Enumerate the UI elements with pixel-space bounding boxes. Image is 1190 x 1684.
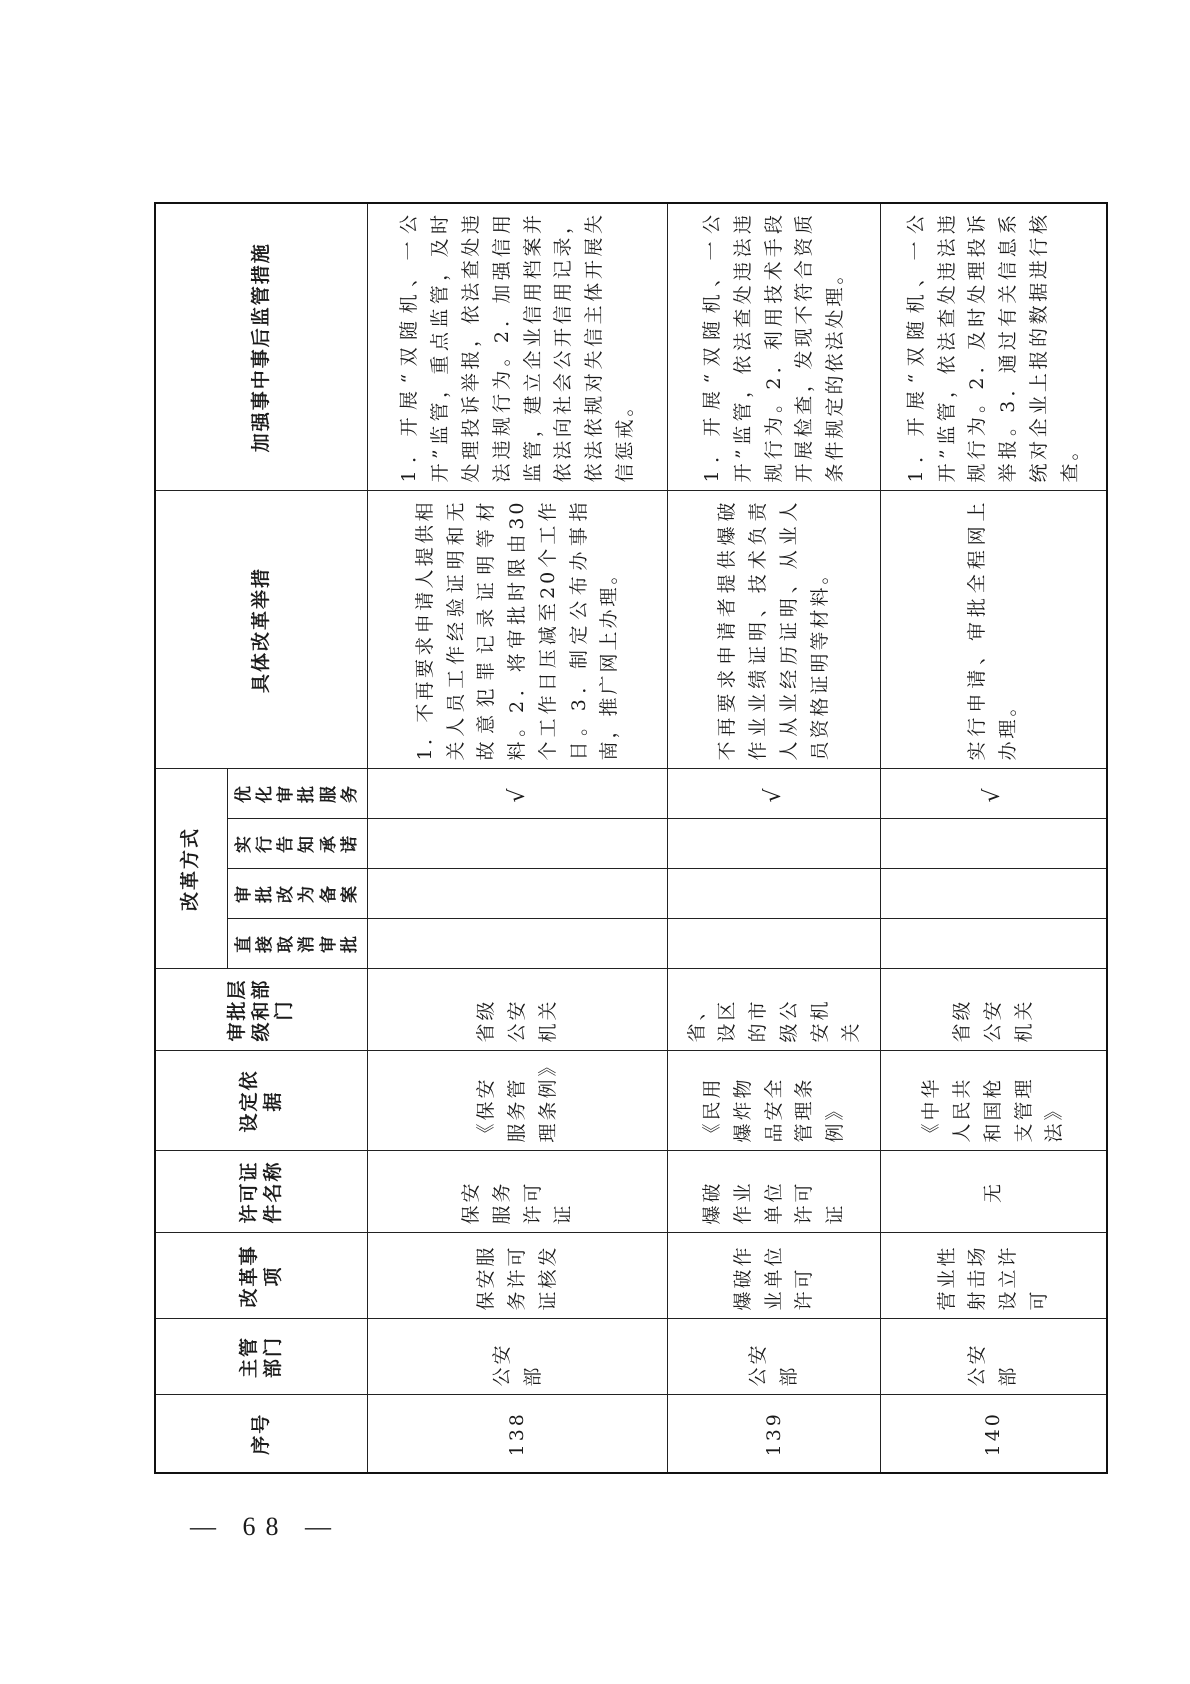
table-row xyxy=(668,203,881,1473)
header-level: 审批层级和部门 xyxy=(155,969,368,1051)
cell-supervision: 1．开展“双随机、一公开”监管，重点监管，及时处理投诉举报，依法查处违法违规行为。2．加强信用监管，建立企业信用档案并依法向社会公开信用记录，依法依规对失信主体开展失信惩戒。 xyxy=(368,203,668,491)
page-number: — 68 — xyxy=(190,1512,341,1541)
cell-basis: 《中华人民共和国枪支管理法》 xyxy=(881,1051,1107,1151)
cell-level: 省、设区的市级公安机关 xyxy=(668,969,881,1051)
cell-seq: 139 xyxy=(668,1395,881,1473)
cell-item: 保安服务许可证核发 xyxy=(368,1233,668,1319)
header-item: 改革事项 xyxy=(155,1233,368,1319)
cell-mode-notify xyxy=(368,819,668,869)
cell-mode-optimize xyxy=(668,769,881,819)
cell-dept: 公安部 xyxy=(668,1319,881,1395)
cell-dept: 公安部 xyxy=(368,1319,668,1395)
cell-supervision: 1．开展“双随机、一公开”监管，依法查处违法违规行为。2．利用技术手段开展检查，发现不符合资质条件规定的依法处理。 xyxy=(668,203,881,491)
cell-measures: 不再要求申请者提供爆破作业业绩证明、技术负责人从业经历证明、从业人员资格证明等材料。 xyxy=(668,491,881,769)
cell-mode-notify xyxy=(668,819,881,869)
cell-basis: 《保安服务管理条例》 xyxy=(368,1051,668,1151)
header-mode-optimize: 优化审批服务 xyxy=(227,769,368,819)
cell-mode-notify xyxy=(881,819,1107,869)
cell-item: 爆破作业单位许可 xyxy=(668,1233,881,1319)
cell-license: 爆破作业单位许可证 xyxy=(668,1151,881,1233)
cell-mode-filing xyxy=(881,869,1107,919)
cell-mode-cancel xyxy=(368,919,668,969)
cell-mode-filing xyxy=(668,869,881,919)
cell-supervision: 1．开展“双随机、一公开”监管，依法查处违法违规行为。2．及时处理投诉举报。3．通过有关信息系统对企业上报的数据进行核查。 xyxy=(881,203,1107,491)
table-row xyxy=(368,203,668,1473)
cell-mode-cancel xyxy=(881,919,1107,969)
cell-mode-cancel xyxy=(668,919,881,969)
header-dept: 主管部门 xyxy=(155,1319,368,1395)
cell-item: 营业性射击场设立许可 xyxy=(881,1233,1107,1319)
header-mode-filing: 审批改为备案 xyxy=(227,869,368,919)
header-mode-notify: 实行告知承诺 xyxy=(227,819,368,869)
rotated-table-wrapper xyxy=(154,204,1081,1474)
cell-mode-optimize xyxy=(368,769,668,819)
cell-seq: 140 xyxy=(881,1395,1107,1473)
header-mode-cancel: 直接取消审批 xyxy=(227,919,368,969)
cell-license: 无 xyxy=(881,1151,1107,1233)
cell-license: 保安服务许可证 xyxy=(368,1151,668,1233)
cell-seq: 138 xyxy=(368,1395,668,1473)
cell-level: 省级公安机关 xyxy=(368,969,668,1051)
header-supervision: 加强事中事后监管措施 xyxy=(155,203,368,491)
header-basis: 设定依据 xyxy=(155,1051,368,1151)
table-row xyxy=(881,203,1107,1473)
check-icon: √ xyxy=(761,785,787,803)
cell-dept: 公安部 xyxy=(881,1319,1107,1395)
cell-mode-filing xyxy=(368,869,668,919)
cell-mode-optimize xyxy=(881,769,1107,819)
check-icon: √ xyxy=(504,785,530,803)
header-license: 许可证件名称 xyxy=(155,1151,368,1233)
cell-basis: 《民用爆炸物品安全管理条例》 xyxy=(668,1051,881,1151)
header-measures: 具体改革举措 xyxy=(155,491,368,769)
header-seq: 序号 xyxy=(155,1395,368,1473)
cell-measures: 1．不再要求申请人提供相关人员工作经验证明和无故意犯罪记录证明等材料。2．将审批时限由30个工作日压减至20个工作日。3．制定公布办事指南，推广网上办理。 xyxy=(368,491,668,769)
check-icon: √ xyxy=(980,785,1006,803)
reform-table xyxy=(154,202,1108,1474)
header-reform-mode: 改革方式 xyxy=(155,769,227,969)
cell-measures: 实行申请、审批全程网上办理。 xyxy=(881,491,1107,769)
cell-level: 省级公安机关 xyxy=(881,969,1107,1051)
